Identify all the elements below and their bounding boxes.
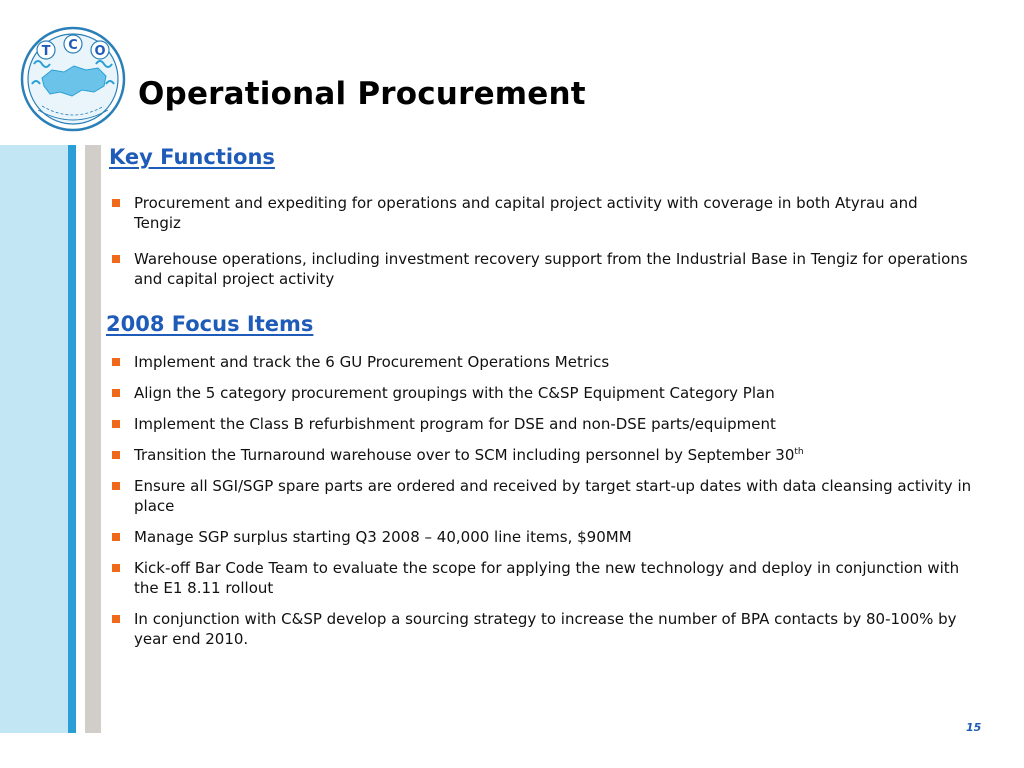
list-item [109, 383, 975, 403]
list-item [109, 193, 969, 233]
list-item [109, 249, 969, 289]
list-item [109, 558, 975, 598]
list-item-text: Transition the Turnaround warehouse over to SCM including personnel by September 30 [134, 446, 795, 464]
list-item [109, 414, 975, 434]
key-functions-list [109, 193, 969, 305]
list-item [109, 445, 975, 465]
list-item [109, 527, 975, 547]
list-item [109, 352, 975, 372]
bullet-square-icon [112, 389, 120, 397]
list-item-text: Kick-off Bar Code Team to evaluate the scope for applying the new technology and deploy in conjunction with the E1 8.11 rollout [134, 559, 960, 597]
logo-letter-t: T [41, 44, 51, 59]
list-item-text: In conjunction with C&SP develop a sourcing strategy to increase the number of BPA contacts by 80-100% by year end 2010. [134, 610, 957, 648]
list-item-text: Ensure all SGI/SGP spare parts are ordered and received by target start-up dates with data cleansing activity in place [134, 477, 972, 515]
decorative-band-gap [76, 145, 85, 733]
bullet-square-icon [112, 564, 120, 572]
list-item-text: Implement the Class B refurbishment program for DSE and non-DSE parts/equipment [134, 415, 776, 433]
bullet-square-icon [112, 358, 120, 366]
bullet-square-icon [112, 451, 120, 459]
decorative-band-blue [68, 145, 76, 733]
page-number: 15 [966, 721, 982, 734]
bullet-square-icon [112, 255, 120, 263]
decorative-band-light-blue [0, 145, 68, 733]
list-item-text: Warehouse operations, including investment recovery support from the Industrial Base in Tengiz for operations and capital project activity [134, 250, 968, 288]
ordinal-superscript: th [794, 447, 804, 457]
bullet-square-icon [112, 615, 120, 623]
tco-logo-icon [20, 26, 126, 132]
list-item [109, 476, 975, 516]
bullet-square-icon [112, 533, 120, 541]
decorative-band-grey [85, 145, 101, 733]
bullet-square-icon [112, 482, 120, 490]
bullet-square-icon [112, 199, 120, 207]
key-functions-heading: Key Functions [109, 145, 275, 169]
list-item-text: Implement and track the 6 GU Procurement Operations Metrics [134, 353, 610, 371]
list-item-text: Align the 5 category procurement groupings with the C&SP Equipment Category Plan [134, 384, 775, 402]
logo-letter-o: O [94, 44, 106, 59]
focus-items-list [109, 352, 975, 660]
bullet-square-icon [112, 420, 120, 428]
list-item-text: Procurement and expediting for operations and capital project activity with coverage in both Atyrau and Tengiz [134, 194, 918, 232]
list-item [109, 609, 975, 649]
focus-items-heading: 2008 Focus Items [106, 312, 314, 336]
page-title: Operational Procurement [138, 76, 586, 112]
list-item-text: Manage SGP surplus starting Q3 2008 – 40,000 line items, $90MM [134, 528, 632, 546]
logo-letter-c: C [68, 38, 78, 53]
